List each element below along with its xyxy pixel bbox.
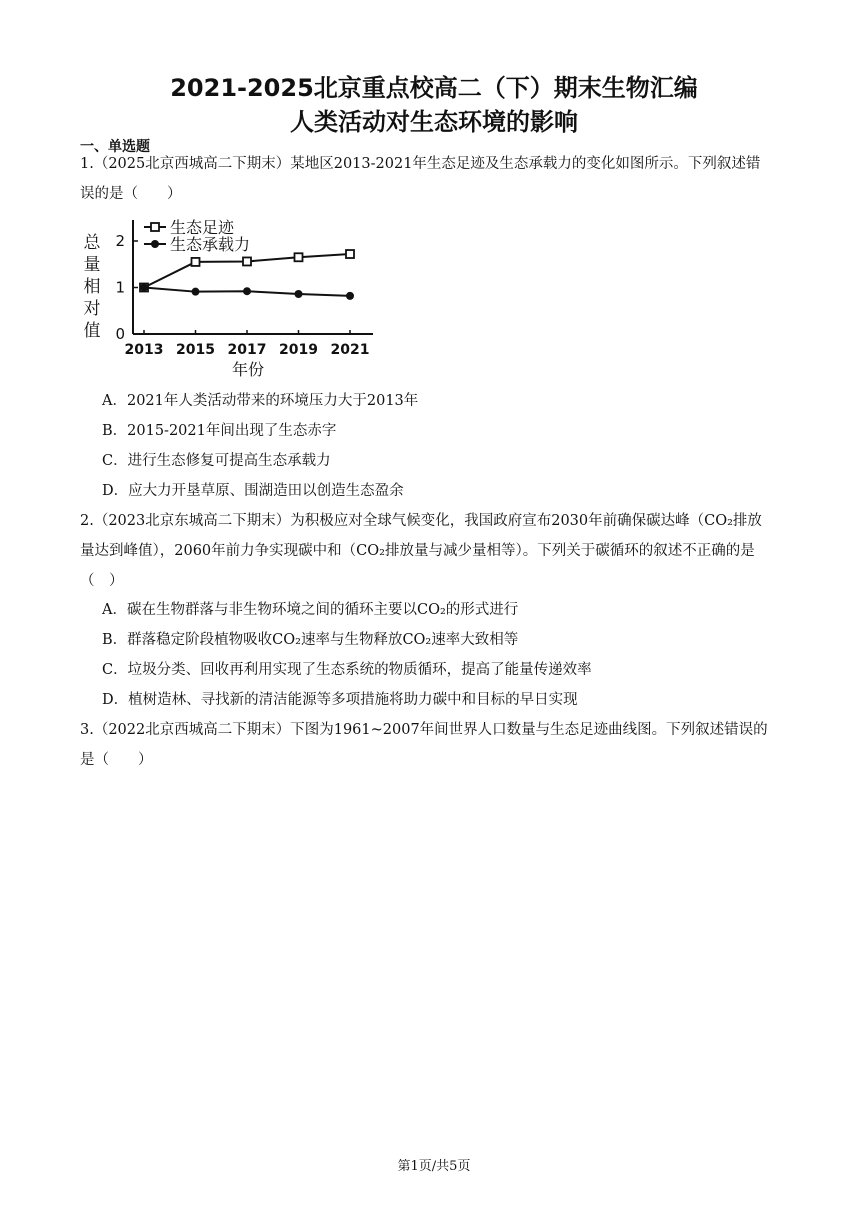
y-label-char: 对 <box>83 299 101 319</box>
legend-marker-circle <box>151 240 159 248</box>
x-tick-label: 2019 <box>279 342 318 358</box>
legend-label: 生态足迹 <box>170 218 235 237</box>
x-tick-label: 2013 <box>124 342 164 358</box>
y-tick-label: 1 <box>115 278 125 297</box>
data-point-ecological-footprint <box>192 258 200 266</box>
legend-label: 生态承载力 <box>170 235 251 254</box>
x-tick-label: 2015 <box>176 342 215 358</box>
section-title: 一、单选题 <box>80 139 150 155</box>
q3-stem-line2: 是（ ） <box>80 752 153 768</box>
data-point-ecological-footprint <box>295 253 303 261</box>
y-label-char: 值 <box>83 321 101 341</box>
data-point-carrying-capacity <box>192 288 200 296</box>
x-tick-label: 2017 <box>227 342 267 358</box>
data-point-carrying-capacity <box>295 290 303 298</box>
q1-option-a: A．2021年人类活动带来的环境压力大于2013年 <box>102 393 419 409</box>
x-tick-label: 2021 <box>330 342 370 358</box>
chart-series <box>140 250 354 300</box>
q3-stem-line1: 3.（2022北京西城高二下期末）下图为1961~2007年间世界人口数量与生态足迹曲线图。下列叙述错误的 <box>80 722 768 738</box>
data-point-ecological-footprint <box>243 257 251 265</box>
chart-x-axis-label: 年份 <box>231 360 265 379</box>
chart-y-ticks <box>115 232 138 343</box>
page-footer: 第1页/共5页 <box>397 1159 471 1174</box>
data-point-carrying-capacity <box>140 284 148 292</box>
q2-option-a: A．碳在生物群落与非生物环境之间的循环主要以CO₂的形式进行 <box>102 602 519 618</box>
chart-y-axis-label <box>84 233 102 341</box>
document-title-line2: 人类活动对生态环境的影响 <box>290 108 578 136</box>
y-label-char: 总 <box>83 233 101 253</box>
chart-legend <box>144 218 250 254</box>
q2-option-b: B．群落稳定阶段植物吸收CO₂速率与生物释放CO₂速率大致相等 <box>102 632 519 648</box>
y-label-char: 量 <box>83 255 101 275</box>
y-label-char: 相 <box>83 277 101 297</box>
q2-stem-line1: 2.（2023北京东城高二下期末）为积极应对全球气候变化，我国政府宣布2030年前确保碳达峰（CO₂排放 <box>80 513 762 529</box>
q2-option-d: D．植树造林、寻找新的清洁能源等多项措施将助力碳中和目标的早日实现 <box>102 692 578 708</box>
q1-option-b: B．2015-2021年间出现了生态赤字 <box>102 423 337 439</box>
data-point-ecological-footprint <box>346 250 354 258</box>
q1-stem-line2: 误的是（ ） <box>80 186 182 202</box>
q1-option-d: D．应大力开垦草原、围湖造田以创造生态盈余 <box>102 483 404 499</box>
q2-stem-line2: 量达到峰值），2060年前力争实现碳中和（CO₂排放量与减少量相等）。下列关于碳循环的叙述不正确的是 <box>80 543 755 559</box>
q1-option-c: C．进行生态修复可提高生态承载力 <box>102 453 331 469</box>
q2-option-c: C．垃圾分类、回收再利用实现了生态系统的物质循环，提高了能量传递效率 <box>102 662 592 678</box>
q1-stem-line1: 1.（2025北京西城高二下期末）某地区2013-2021年生态足迹及生态承载力的变化如图所示。下列叙述错 <box>80 156 761 172</box>
document-title-line1: 2021-2025北京重点校高二（下）期末生物汇编 <box>170 74 698 102</box>
chart-axes <box>133 220 373 334</box>
data-point-carrying-capacity <box>346 292 354 300</box>
y-tick-label: 0 <box>115 325 125 343</box>
q1-chart <box>78 212 388 384</box>
q2-stem-line3: （ ） <box>80 573 124 589</box>
y-tick-label: 2 <box>115 232 125 250</box>
data-point-carrying-capacity <box>243 287 251 295</box>
legend-marker-square <box>151 223 159 231</box>
